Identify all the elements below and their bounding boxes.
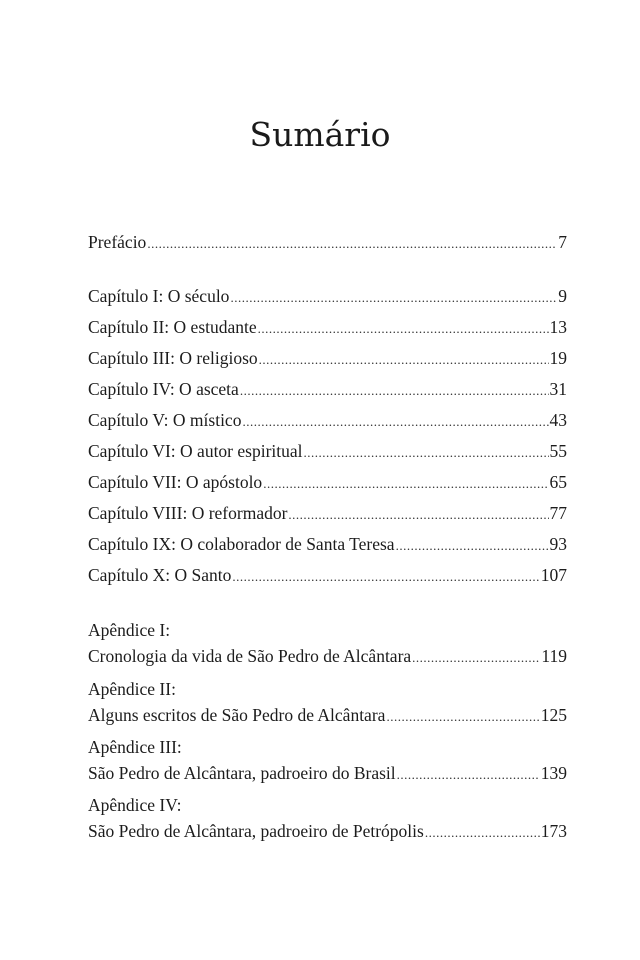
toc-entry-chapter-7 (88, 470, 567, 494)
toc-entry-label: Capítulo VIII: O reformador (88, 503, 288, 523)
toc-entry-label: Cronologia da vida de São Pedro de Alcântara (88, 646, 412, 666)
toc-entry-page: 107 (540, 565, 567, 585)
dot-leader (240, 379, 549, 403)
toc-entry-label: Capítulo VI: O autor espiritual (88, 441, 303, 461)
appendix-heading: Apêndice I: (88, 620, 171, 640)
dot-leader (232, 565, 539, 589)
toc-entry-page: 173 (540, 821, 567, 841)
appendix-heading: Apêndice II: (88, 679, 176, 699)
appendix-heading: Apêndice IV: (88, 795, 182, 815)
toc-entry-label: Alguns escritos de São Pedro de Alcântara (88, 705, 386, 725)
dot-leader (263, 472, 548, 496)
page-title: Sumário (249, 115, 391, 154)
toc-entry-page: 93 (549, 534, 567, 554)
toc-entry-label: Capítulo VII: O apóstolo (88, 472, 263, 492)
toc-entry-chapter-8 (88, 501, 567, 525)
toc-entry-page: 65 (549, 472, 567, 492)
toc-entry-prefacio (88, 230, 567, 254)
dot-leader (386, 705, 539, 729)
toc-entry-appendix-2 (88, 703, 567, 727)
toc-entry-chapter-9 (88, 532, 567, 556)
toc-entry-chapter-2 (88, 315, 567, 339)
toc-entry-appendix-3 (88, 761, 567, 785)
toc-entry-label: Capítulo I: O século (88, 286, 230, 306)
appendix-heading: Apêndice III: (88, 737, 182, 757)
toc-entry-label: São Pedro de Alcântara, padroeiro de Petrópolis (88, 821, 424, 841)
toc-entry-label: Capítulo II: O estudante (88, 317, 257, 337)
toc-entry-chapter-1 (88, 284, 567, 308)
toc-entry-label: Capítulo X: O Santo (88, 565, 232, 585)
dot-leader (412, 646, 540, 670)
dot-leader (242, 410, 548, 434)
dot-leader (288, 503, 548, 527)
toc-entry-page: 55 (549, 441, 567, 461)
toc-entry-label: Capítulo III: O religioso (88, 348, 258, 368)
dot-leader (397, 763, 540, 787)
toc-entry-chapter-6 (88, 439, 567, 463)
toc-entry-label: Prefácio (88, 232, 147, 252)
toc-entry-page: 13 (549, 317, 567, 337)
toc-entry-chapter-5 (88, 408, 567, 432)
toc-entry-chapter-10 (88, 563, 567, 587)
dot-leader (425, 821, 540, 845)
toc-entry-label: Capítulo IX: O colaborador de Santa Teresa (88, 534, 395, 554)
dot-leader (396, 534, 549, 558)
toc-entry-page: 19 (549, 348, 567, 368)
toc-entry-chapter-3 (88, 346, 567, 370)
toc-entry-page: 77 (549, 503, 567, 523)
toc-entry-page: 7 (558, 232, 567, 252)
dot-leader (147, 232, 557, 256)
toc-entry-page: 139 (540, 763, 567, 783)
dot-leader (258, 317, 549, 341)
toc-entry-page: 31 (549, 379, 567, 399)
toc-entry-label: Capítulo V: O místico (88, 410, 242, 430)
toc-entry-label: São Pedro de Alcântara, padroeiro do Brasil (88, 763, 396, 783)
toc-entry-label: Capítulo IV: O asceta (88, 379, 239, 399)
toc-entry-page: 9 (558, 286, 567, 306)
toc-entry-chapter-4 (88, 377, 567, 401)
toc-entry-appendix-1 (88, 644, 567, 668)
dot-leader (304, 441, 549, 465)
toc-entry-page: 119 (541, 646, 567, 666)
dot-leader (259, 348, 549, 372)
dot-leader (230, 286, 557, 310)
toc-entry-page: 125 (540, 705, 567, 725)
toc-entry-page: 43 (549, 410, 567, 430)
toc-entry-appendix-4 (88, 819, 567, 843)
